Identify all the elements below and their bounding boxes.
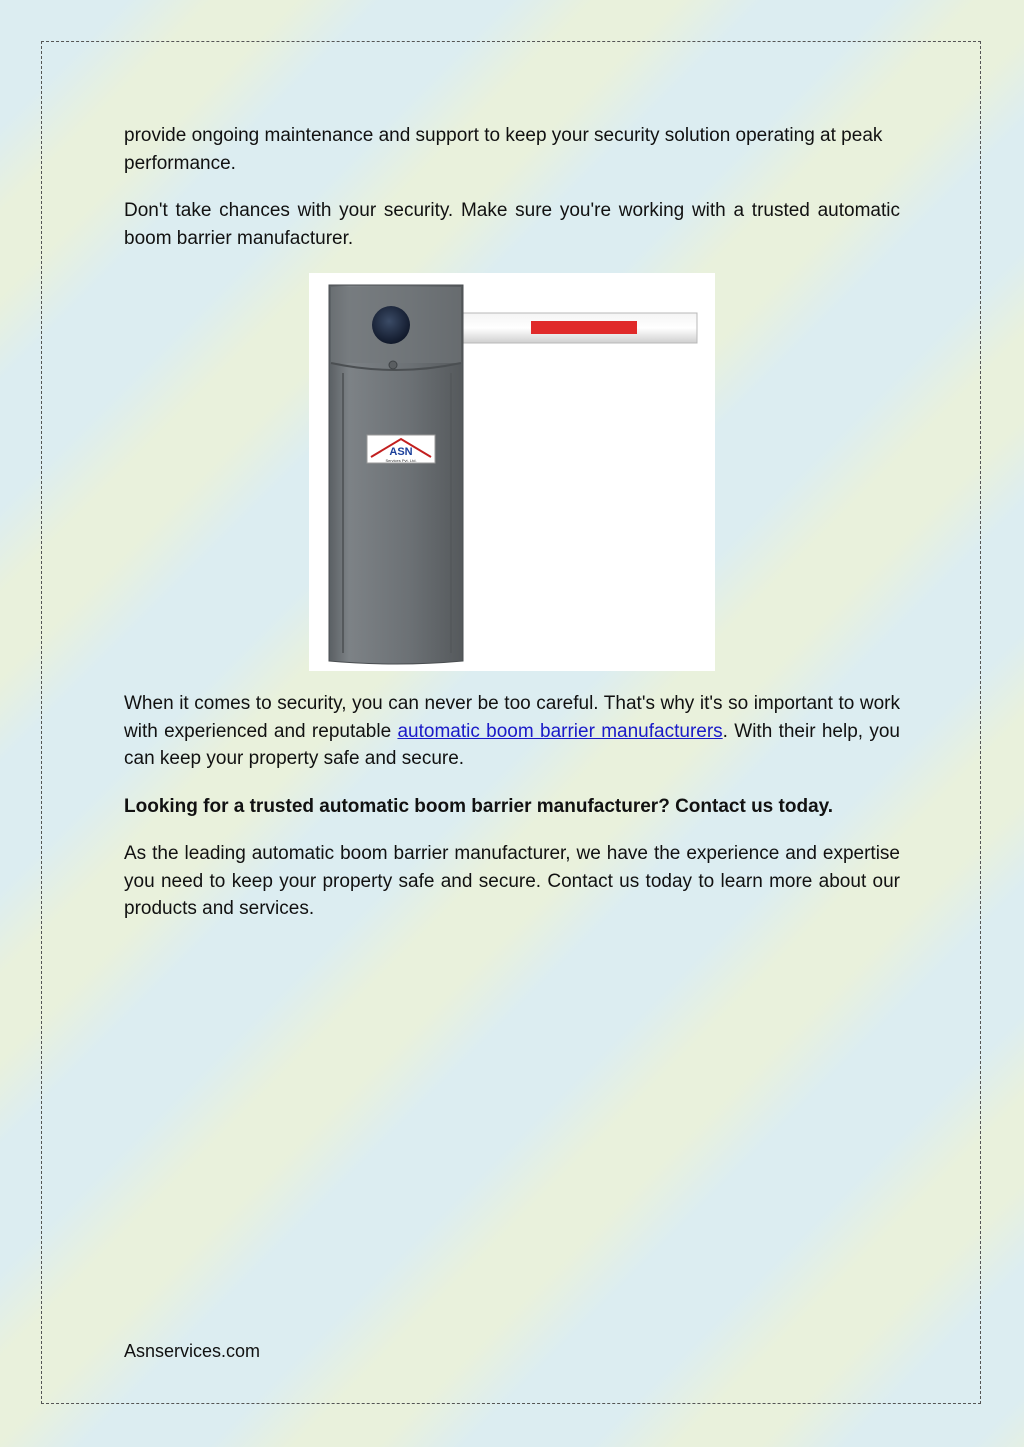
paragraph-security-text-1: When it comes to security, you can never be too careful. That's why it's so important to work with experienced and reputable [124, 693, 900, 742]
boom-barrier-image [309, 273, 715, 671]
paragraph-dont-take-chances: Don't take chances with your security. Make sure you're working with a trusted automatic boom barrier manufacturer. [124, 200, 900, 249]
paragraph-leading: As the leading automatic boom barrier manufacturer, we have the experience and expertise you need to keep your property safe and secure. Contact us today to learn more about our products and services. [124, 843, 900, 919]
key-lock-icon [389, 361, 397, 369]
arm-red-stripe [531, 321, 637, 334]
logo-text: ASN [389, 446, 413, 458]
logo-subtext: Services Pvt. Ltd. [385, 458, 417, 463]
boom-barrier-illustration [309, 273, 715, 671]
cta-heading: Looking for a trusted automatic boom barrier manufacturer? Contact us today. [124, 795, 834, 817]
footer-site: Asnservices.com [124, 1341, 261, 1361]
paragraph-security-text-2: . With their help, you can keep your property safe and secure. [124, 720, 900, 769]
manufacturers-link[interactable]: automatic boom barrier manufacturers [397, 720, 723, 742]
paragraph-security [124, 690, 900, 773]
paragraph-maintenance: provide ongoing maintenance and support to keep your security solution operating at peak performance. [124, 125, 883, 174]
warning-lamp-icon [372, 306, 410, 344]
